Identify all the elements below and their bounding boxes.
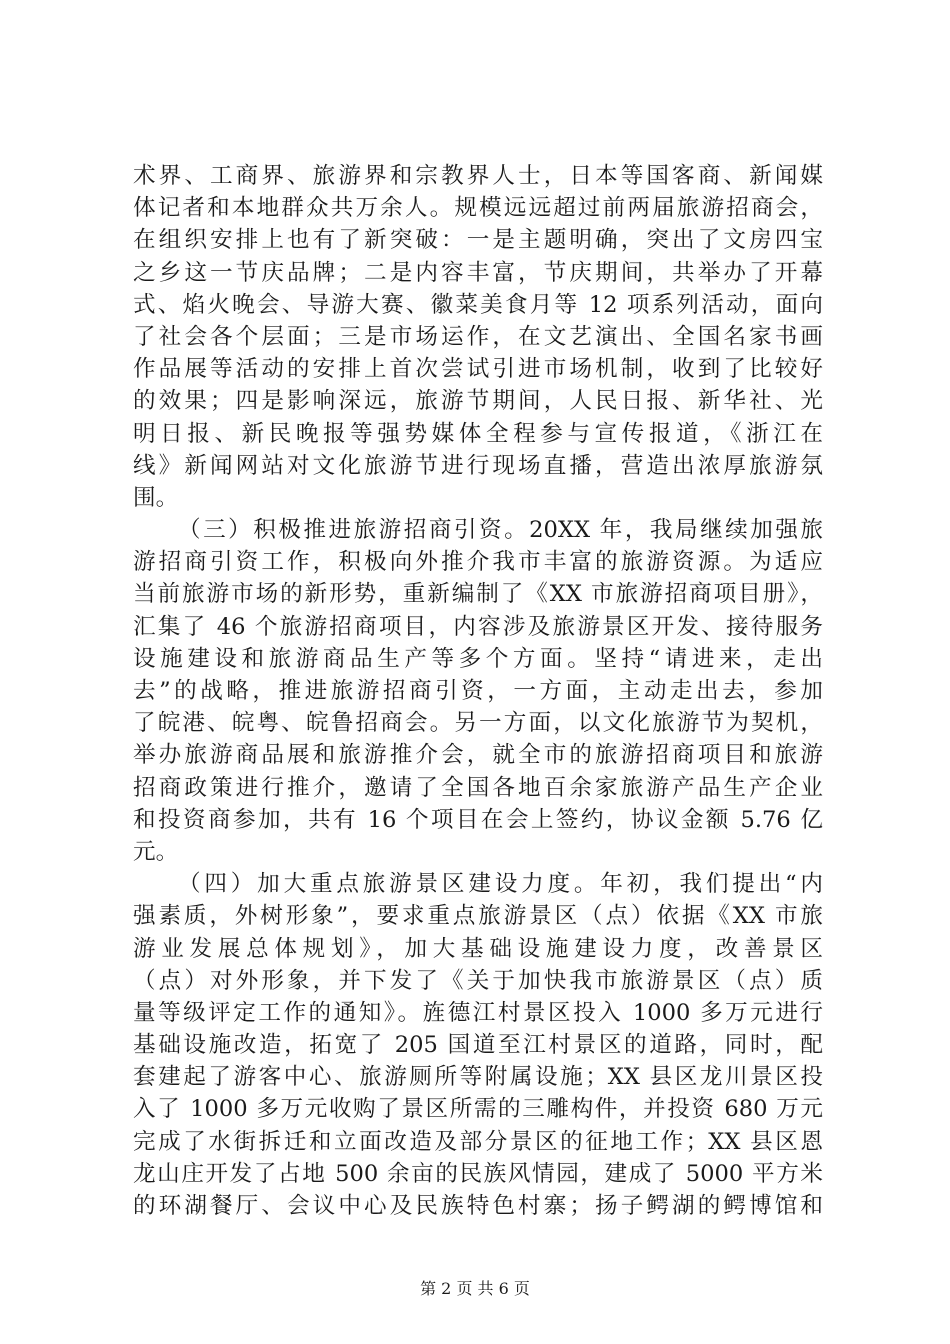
text-line: 明日报、新民晚报等强势媒体全程参与宣传报道，《浙江在 <box>133 420 823 447</box>
text-line: 游业发展总体规划》，加大基础设施建设力度，改善景区 <box>133 935 823 962</box>
text-line: 体记者和本地群众共万余人。规模远远超过前两届旅游招商会， <box>133 195 823 222</box>
text-line: 在组织安排上也有了新突破：一是主题明确，突出了文房四宝 <box>133 227 823 254</box>
text-line: 汇集了 46 个旅游招商项目，内容涉及旅游景区开发、接待服务 <box>133 613 823 640</box>
text-line: 线》新闻网站对文化旅游节进行现场直播，营造出浓厚旅游氛 <box>133 452 823 479</box>
text-line: 设施建设和旅游商品生产等多个方面。坚持“请进来，走出 <box>133 645 823 672</box>
text-line: 游招商引资工作，积极向外推介我市丰富的旅游资源。为适应 <box>133 549 823 576</box>
text-line: 的环湖餐厅、会议中心及民族特色村寨；扬子鳄湖的鳄博馆和 <box>133 1193 823 1219</box>
page-footer <box>0 1278 950 1300</box>
section-heading-line: （四）加大重点旅游景区建设力度。年初，我们提出“内 <box>178 871 823 898</box>
text-line: 举办旅游商品展和旅游推介会，就全市的旅游招商项目和旅游 <box>133 742 823 769</box>
text-line: 的效果；四是影响深远，旅游节期间，人民日报、新华社、光 <box>133 388 823 415</box>
text-line: 龙山庄开发了占地 500 余亩的民族风情园，建成了 5000 平方米 <box>133 1160 823 1187</box>
text-line: 套建起了游客中心、旅游厕所等附属设施；XX 县区龙川景区投 <box>133 1064 823 1091</box>
text-line: 当前旅游市场的新形势，重新编制了《XX 市旅游招商项目册》， <box>133 581 823 608</box>
text-line: 基础设施改造，拓宽了 205 国道至江村景区的道路，同时，配 <box>133 1032 823 1059</box>
text-line: 强素质，外树形象”，要求重点旅游景区（点）依据《XX 市旅 <box>133 903 823 930</box>
section-heading-line: （三）积极推进旅游招商引资。20XX 年，我局继续加强旅 <box>178 517 823 544</box>
text-line: 量等级评定工作的通知》。旌德江村景区投入 1000 多万元进行 <box>133 999 823 1026</box>
text-line: 围。 <box>133 484 179 511</box>
text-line: 招商政策进行推介，邀请了全国各地百余家旅游产品生产企业 <box>133 774 823 801</box>
text-line: 了社会各个层面；三是市场运作，在文艺演出、全国名家书画 <box>133 323 823 350</box>
text-line: 术界、工商界、旅游界和宗教界人士，日本等国客商、新闻媒 <box>133 163 823 189</box>
page-number-label: 第 2 页 共 6 页 <box>420 1279 530 1298</box>
text-line: 入了 1000 多万元收购了景区所需的三雕构件，并投资 680 万元 <box>133 1096 823 1123</box>
text-line: 元。 <box>133 838 179 865</box>
text-line: 去”的战略，推进旅游招商引资，一方面，主动走出去，参加 <box>133 678 823 704</box>
text-line: 了皖港、皖粤、皖鲁招商会。另一方面，以文化旅游节为契机， <box>133 710 823 737</box>
text-line: 和投资商参加，共有 16 个项目在会上签约，协议金额 5.76 亿 <box>133 806 823 833</box>
text-line: 完成了水街拆迁和立面改造及部分景区的征地工作；XX 县区恩 <box>133 1128 823 1155</box>
text-line: 作品展等活动的安排上首次尝试引进市场机制，收到了比较好 <box>133 356 823 383</box>
text-line: 式、焰火晚会、导游大赛、徽菜美食月等 12 项系列活动，面向 <box>133 291 823 318</box>
text-line: 之乡这一节庆品牌；二是内容丰富，节庆期间，共举办了开幕 <box>133 259 823 286</box>
body-text <box>133 160 823 1222</box>
text-line: （点）对外形象，并下发了《关于加快我市旅游景区（点）质 <box>133 967 823 994</box>
